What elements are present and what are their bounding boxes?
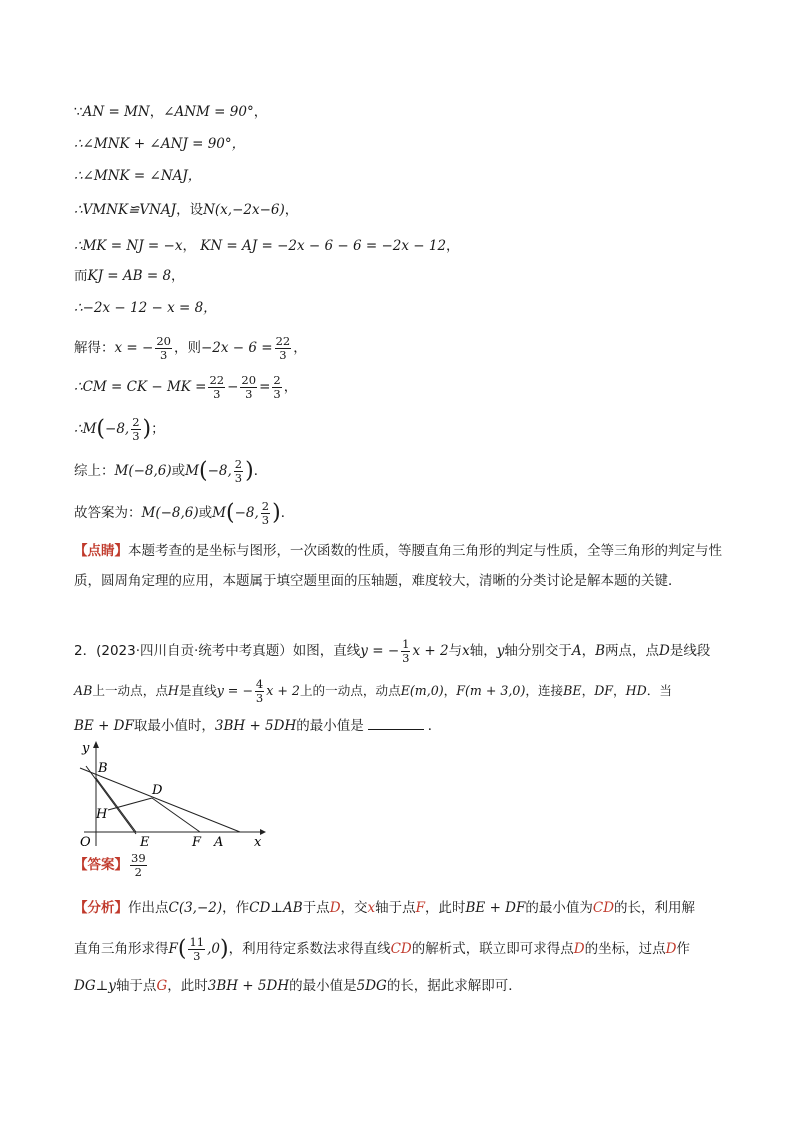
solution-line-2: ∴∠MNK + ∠ANJ = 90°， xyxy=(74,136,246,152)
y-axis-arrow xyxy=(93,741,99,748)
comment-paragraph: 【点睛】本题考查的是坐标与图形，一次函数的性质，等腰直角三角形的判定与性质，全等三角形的判定与性质，圆周角定理的应用，本题属于填空题里面的压轴题，难度较大，清晰的分类讨论是解本题的关键． xyxy=(74,543,722,589)
label-d: D xyxy=(152,783,163,798)
fraction: $\frac{2}{3}$ xyxy=(132,415,140,443)
fraction: $\frac{22}{3}$ xyxy=(275,334,291,362)
fraction: $\frac{4}{3}$ xyxy=(255,677,264,705)
fraction: $\frac{2}{3}$ xyxy=(273,373,281,401)
fraction: $\frac{2}{3}$ xyxy=(261,499,270,527)
segment-hd xyxy=(108,798,152,810)
label-h: H xyxy=(96,807,108,822)
question-line-1: 2．(2023·四川自贡·统考中考真题）如图，直线y = − $\frac{1}{3}$ x + 2与x轴，y轴分别交于A，B两点，点D是线段 xyxy=(74,637,711,665)
label-b: B xyxy=(98,761,108,776)
answer-fraction: $\frac{39}{2}$ xyxy=(131,851,146,879)
line-bh xyxy=(86,766,136,834)
segment-df xyxy=(152,798,200,832)
label-o: O xyxy=(80,835,91,848)
analysis-line-3: DG⊥y轴于点G，此时3BH + 5DH的最小值是5DG的长，据此求解即可． xyxy=(74,978,522,994)
segment-be xyxy=(96,778,136,832)
fraction: $\frac{20}{3}$ xyxy=(241,373,257,401)
geometry-figure xyxy=(70,738,270,848)
line-ab xyxy=(80,768,240,832)
solution-line-11: 综上：M(−8,6)或M(−8, $\frac{2}{3}$ )． xyxy=(74,457,268,485)
label-f: F xyxy=(192,835,202,848)
comment-tag: 【点睛】 xyxy=(74,543,128,559)
question-line-3: BE + DF取最小值时，3BH + 5DH的最小值是 ． xyxy=(74,718,442,734)
fraction: $\frac{20}{3}$ xyxy=(156,334,171,362)
solution-line-9: ∴CM = CK − MK = $\frac{22}{3}$ − $\frac{20}{3}$ = $\frac{2}{3}$ ， xyxy=(74,373,298,401)
fraction: $\frac{22}{3}$ xyxy=(209,373,225,401)
analysis-tag: 【分析】 xyxy=(74,900,128,916)
solution-line-12: 故答案为：M(−8,6)或M(−8, $\frac{2}{3}$ )． xyxy=(74,499,295,527)
answer-line xyxy=(74,850,149,880)
solution-line-1: ∵AN = MN，∠ANM = 90°， xyxy=(74,104,268,120)
label-x: x xyxy=(254,835,262,848)
solution-line-7: ∴−2x − 12 − x = 8， xyxy=(74,300,217,316)
analysis-line-1: 【分析】作出点C(3,−2)，作CD⊥AB于点D，交x轴于点F，此时BE + DF的最小值为CD的长，利用解 xyxy=(74,900,696,916)
solution-line-10: ∴M(−8, $\frac{2}{3}$ )； xyxy=(74,415,165,443)
solution-line-6: 而KJ = AB = 8， xyxy=(74,268,185,284)
answer-tag: 【答案】 xyxy=(74,857,128,873)
fraction: $\frac{1}{3}$ xyxy=(402,637,410,665)
solution-line-5: ∴MK = NJ = −x， KN = AJ = −2x − 6 − 6 = −2x − 12， xyxy=(74,238,460,254)
fraction: $\frac{2}{3}$ xyxy=(234,457,243,485)
answer-blank xyxy=(368,717,424,730)
label-e: E xyxy=(140,835,150,848)
solution-line-8: 解得：x = − $\frac{20}{3}$ ，则−2x − 6 = $\frac{22}{3}$ ， xyxy=(74,334,307,362)
question-line-2: AB上一动点，点H是直线y = − $\frac{4}{3}$ x + 2上的一动点，动点E(m,0)，F(m + 3,0)，连接BE，DF，HD．当 xyxy=(74,677,672,705)
solution-line-3: ∴∠MNK = ∠NAJ， xyxy=(74,168,202,184)
analysis-line-2: 直角三角形求得F( $\frac{11}{3}$ ,0)，利用待定系数法求得直线CD的解析式，联立即可求得点D的坐标，过点D作 xyxy=(74,935,690,963)
label-a: A xyxy=(214,835,224,848)
label-y: y xyxy=(82,741,90,756)
solution-line-4: ∴VMNK≌VNAJ，设N(x,−2x−6)， xyxy=(74,202,299,218)
fraction: $\frac{11}{3}$ xyxy=(189,935,205,963)
